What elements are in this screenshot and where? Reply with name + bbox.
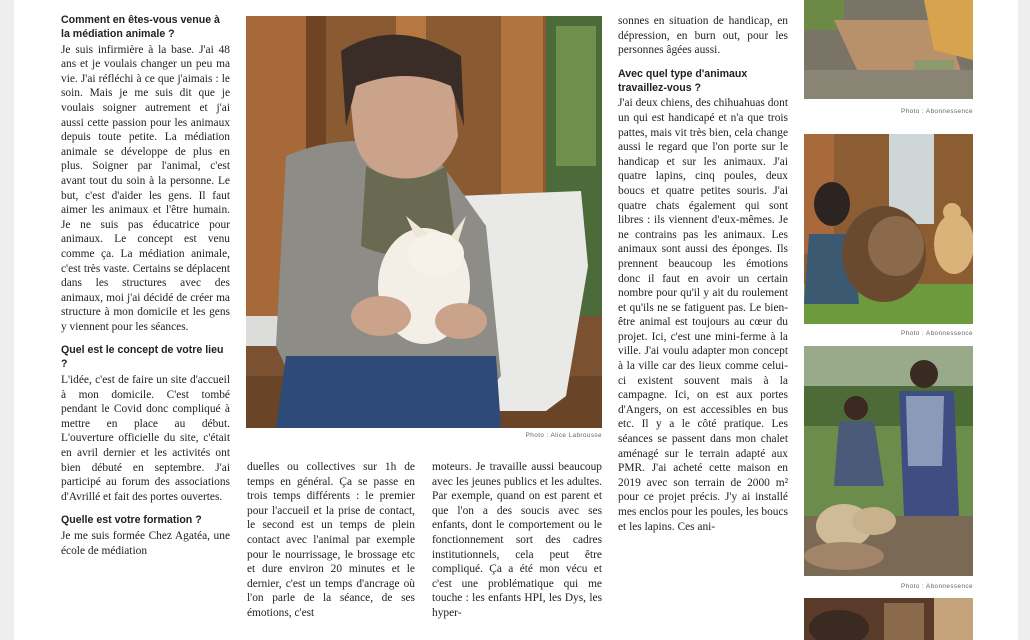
side-photo-boys-with-goat <box>804 346 973 576</box>
column-3 <box>432 460 602 640</box>
photo-credit-main: Photo : Alice Labrousse <box>525 432 602 439</box>
column-2 <box>247 460 415 640</box>
photo-credit-side-3: Photo : Abonnessence <box>901 583 973 590</box>
question-heading: Comment en êtes-vous venue à la médiation animale ? <box>61 14 220 40</box>
side-photo-woman-with-hens <box>804 134 973 324</box>
photo-credit-side-1: Photo : Abonnessence <box>901 108 973 115</box>
column-4 <box>618 14 788 640</box>
question-heading: Quelle est votre formation ? <box>61 514 202 527</box>
answer-paragraph: Je me suis formée Chez Agatéa, une école de médiation <box>61 530 230 557</box>
column-1 <box>61 14 230 640</box>
answer-paragraph: J'ai deux chiens, des chihuahuas dont un qui est handicapé et n'a que trois pattes, mais vit très bien, cela change aussi le regard que l'on porte sur le handicap et sur les animaux. J'ai quatre lapins, cinq poules, deux boucs et quatre petites souris. J'ai quatre chats également qui sont libres : ils viennent d'eux-mêmes. Je ne contrains pas les animaux. Les animaux sont aussi des éponges. Ils prennent beaucoup les émotions donc il faut en avoir un certain nombre pour qu'il y ait du roulement et qu'ils ne se fatiguent pas. Le bien-être animal est toujours au cœur du projet. Ici, c'est une mini-ferme à la ville. J'ai voulu adapter mon concept à la ville car des lieux comme celui-ci existent souvent mais à la campagne. Ici, on est aux portes d'Angers, on est accessibles en bus etc. Il y a le côté pratique. Les séances se passent dans mon chalet aménagé sur le terrain adapté aux PMR. J'ai acheté cette maison en 2019 avec son terrain de 2000 m² pour ce projet précis. J'y ai installé mes enclos pour les poules, les boucs et les lapins. Ces ani- <box>618 97 788 533</box>
body-paragraph: sonnes en situation de handicap, en dépression, en burn out, pour les personnes âgées aussi. <box>618 15 788 57</box>
body-paragraph: duelles ou collectives sur 1h de temps en général. Ça se passe en trois temps différents : le premier pour l'accueil et la prise de contact, le second est un temps de plein contact avec l'animal par exemple pour le nourrissage, le brossage etc et dure environ 20 minutes et le dernier, c'est un temps d'ancrage où l'on parle de la séance, de ses émotions, c'est <box>247 461 415 619</box>
side-photo-chalet-deck <box>804 0 973 99</box>
side-photo-bottom-partial <box>804 598 973 640</box>
photo-credit-side-2: Photo : Abonnessence <box>901 330 973 337</box>
body-paragraph: moteurs. Je travaille aussi beaucoup avec les jeunes publics et les adultes. Par exemple, quand on est parent et que l'on a des soucis avec ses enfants, dont le comportement ou le fonctionnement sort des cadres institutionnels, cela peut être compliqué. Ça a été mon vécu et c'est une problématique qui me touche : les enfants HPI, les Dys, les hyper- <box>432 461 602 619</box>
answer-paragraph: Je suis infirmière à la base. J'ai 48 ans et je voulais changer un peu ma vie. J'ai réfléchi à ce que j'aimais : le soin. Mais je me suis dit que je voulais soigner autrement et j'ai aussi cette passion pour les animaux depuis toute petite. La médiation animale se développe de plus en plus. Soigner par l'animal, c'est avant tout du soin à la personne. Le but, c'est d'aider les gens. Il faut aimer les animaux et l'être humain. Je ne suis pas éducatrice pour animaux. Le concept est venu comme ça. La médiation animale, c'est très vaste. Certains se déplacent dans les structures avec des animaux, moi j'ai décidé de créer ma structure à mon domicile et les gens y viennent pour les séances. <box>61 43 230 333</box>
main-photo-woman-with-chihuahua <box>246 16 602 428</box>
newspaper-page <box>14 0 1018 640</box>
question-heading: Avec quel type d'animaux travaillez-vous ? <box>618 67 748 94</box>
question-heading: Quel est le concept de votre lieu ? <box>61 344 224 371</box>
answer-paragraph: L'idée, c'est de faire un site d'accueil à mon domicile. C'est tombé pendant le Covid donc compliqué à mettre en place au début. L'ouverture officielle du site, c'était en avril dernier et les activités ont bien débuté en septembre. J'ai participé au forum des associations d'Avrillé et fait des portes ouvertes. <box>61 374 230 503</box>
